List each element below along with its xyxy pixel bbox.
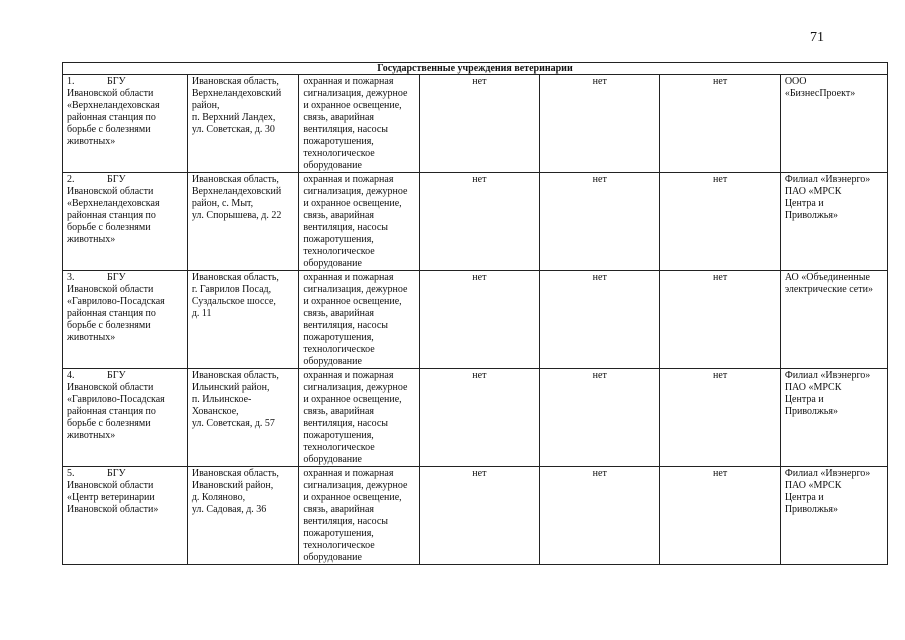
systems-line: оборудование <box>303 258 362 269</box>
systems-line: технологическое <box>303 442 375 453</box>
address-line: Ивановская область, <box>191 468 279 479</box>
systems-line: оборудование <box>303 160 362 171</box>
row-number: 1. <box>67 76 75 87</box>
systems-cell <box>299 75 419 173</box>
systems-line: пожаротушения, <box>303 136 374 147</box>
systems-line: вентиляция, насосы <box>303 124 389 135</box>
institution-name-line: Ивановской области <box>67 382 154 393</box>
address-line: Ивановский район, <box>191 480 274 491</box>
systems-line: и охранное освещение, <box>303 492 402 503</box>
systems-line: вентиляция, насосы <box>303 516 389 527</box>
systems-line: связь, аварийная <box>303 308 375 319</box>
institution-type: БГУ <box>107 468 126 479</box>
institution-name-cell <box>63 271 188 369</box>
institution-name-line: районная станция по <box>67 112 156 123</box>
value-cell: нет <box>419 467 539 565</box>
value-cell: нет <box>660 75 780 173</box>
institution-name-line <box>67 370 183 382</box>
systems-line: технологическое <box>303 246 375 257</box>
systems-line: оборудование <box>303 552 362 563</box>
systems-line: пожаротушения, <box>303 528 374 539</box>
address-line: ул. Садовая, д. 36 <box>191 504 267 515</box>
organization-line: Центра и <box>784 394 824 405</box>
address-cell <box>187 173 298 271</box>
address-line: д. 11 <box>191 308 212 319</box>
institution-name-line: животных» <box>67 430 116 441</box>
address-line: г. Гаврилов Посад, <box>191 284 272 295</box>
organization-line: ПАО «МРСК <box>784 382 842 393</box>
table-row <box>63 271 888 369</box>
institution-name-cell <box>63 369 188 467</box>
table-row <box>63 467 888 565</box>
systems-line: оборудование <box>303 454 362 465</box>
organization-line: «БизнесПроект» <box>784 88 856 99</box>
systems-line: сигнализация, дежурное <box>303 284 408 295</box>
address-line: район, с. Мыт, <box>191 198 254 209</box>
institution-name-line: животных» <box>67 136 116 147</box>
address-line: Ивановская область, <box>191 272 279 283</box>
systems-line: технологическое <box>303 148 375 159</box>
address-cell <box>187 75 298 173</box>
institution-name-line: борьбе с болезнями <box>67 320 151 331</box>
address-line: д. Коляново, <box>191 492 246 503</box>
institution-name-line <box>67 272 183 284</box>
row-number: 4. <box>67 370 75 381</box>
systems-line: сигнализация, дежурное <box>303 480 408 491</box>
institution-name-line: «Гаврилово-Посадская <box>67 296 165 307</box>
systems-line: охранная и пожарная <box>303 370 394 381</box>
value-cell: нет <box>419 173 539 271</box>
institution-name-line: Ивановской области <box>67 186 154 197</box>
systems-cell <box>299 467 419 565</box>
organization-line: Филиал «Ивэнерго» <box>784 370 871 381</box>
systems-line: вентиляция, насосы <box>303 320 389 331</box>
institution-name-line: животных» <box>67 332 116 343</box>
systems-line: сигнализация, дежурное <box>303 88 408 99</box>
institution-name-line: Ивановской области <box>67 480 154 491</box>
organization-cell <box>780 369 887 467</box>
organization-cell <box>780 467 887 565</box>
systems-line: связь, аварийная <box>303 210 375 221</box>
institution-name-line: районная станция по <box>67 308 156 319</box>
value-cell: нет <box>660 271 780 369</box>
systems-line: пожаротушения, <box>303 332 374 343</box>
organization-line: Центра и <box>784 492 824 503</box>
address-line: Верхнеландеховский <box>191 186 282 197</box>
table-row <box>63 369 888 467</box>
address-line: ул. Спорышева, д. 22 <box>191 210 282 221</box>
institution-name-line: Ивановской области <box>67 88 154 99</box>
value-cell: нет <box>660 369 780 467</box>
row-number: 5. <box>67 468 75 479</box>
veterinary-institutions-table <box>62 62 888 565</box>
address-line: Ильинский район, <box>191 382 270 393</box>
value-cell: нет <box>419 369 539 467</box>
systems-line: охранная и пожарная <box>303 76 394 87</box>
systems-line: и охранное освещение, <box>303 394 402 405</box>
value-cell: нет <box>419 271 539 369</box>
page-number: 71 <box>810 30 824 45</box>
organization-line: Филиал «Ивэнерго» <box>784 174 871 185</box>
row-number: 2. <box>67 174 75 185</box>
address-cell <box>187 467 298 565</box>
institution-name-line: борьбе с болезнями <box>67 222 151 233</box>
value-cell: нет <box>660 467 780 565</box>
systems-line: и охранное освещение, <box>303 296 402 307</box>
address-line: Ивановская область, <box>191 370 279 381</box>
organization-line: ПАО «МРСК <box>784 186 842 197</box>
institution-type: БГУ <box>107 370 126 381</box>
address-line: Суздальское шоссе, <box>191 296 276 307</box>
organization-line: АО «Объединенные <box>784 272 870 283</box>
address-line: Ивановская область, <box>191 76 279 87</box>
address-line: район, <box>191 100 220 111</box>
systems-line: охранная и пожарная <box>303 272 394 283</box>
systems-line: связь, аварийная <box>303 406 375 417</box>
systems-line: и охранное освещение, <box>303 198 402 209</box>
organization-cell <box>780 75 887 173</box>
institution-name-line: Ивановской области <box>67 284 154 295</box>
value-cell: нет <box>540 467 660 565</box>
institution-type: БГУ <box>107 76 126 87</box>
organization-line: Приволжья» <box>784 210 838 221</box>
organization-cell <box>780 271 887 369</box>
systems-line: вентиляция, насосы <box>303 418 389 429</box>
institution-name-line: «Гаврилово-Посадская <box>67 394 165 405</box>
systems-line: технологическое <box>303 540 375 551</box>
systems-line: сигнализация, дежурное <box>303 382 408 393</box>
systems-line: пожаротушения, <box>303 234 374 245</box>
institution-name-line: «Верхнеландеховская <box>67 198 160 209</box>
organization-line: ООО <box>784 76 807 87</box>
systems-line: связь, аварийная <box>303 504 375 515</box>
systems-line: и охранное освещение, <box>303 100 402 111</box>
address-line: ул. Советская, д. 30 <box>191 124 275 135</box>
organization-line: ПАО «МРСК <box>784 480 842 491</box>
institution-name-line: «Верхнеландеховская <box>67 100 160 111</box>
address-line: п. Ильинское- <box>191 394 252 405</box>
address-cell <box>187 271 298 369</box>
systems-line: оборудование <box>303 356 362 367</box>
systems-line: связь, аварийная <box>303 112 375 123</box>
institution-name-line <box>67 468 183 480</box>
address-line: Хованское, <box>191 406 239 417</box>
organization-cell <box>780 173 887 271</box>
organization-line: Центра и <box>784 198 824 209</box>
institution-name-line: борьбе с болезнями <box>67 124 151 135</box>
institution-name-line: животных» <box>67 234 116 245</box>
organization-line: электрические сети» <box>784 284 873 295</box>
systems-line: охранная и пожарная <box>303 174 394 185</box>
organization-line: Приволжья» <box>784 406 838 417</box>
institution-name-line: борьбе с болезнями <box>67 418 151 429</box>
systems-cell <box>299 173 419 271</box>
section-title: Государственные учреждения ветеринарии <box>63 63 888 75</box>
row-number: 3. <box>67 272 75 283</box>
institution-name-line: «Центр ветеринарии <box>67 492 155 503</box>
address-cell <box>187 369 298 467</box>
systems-line: сигнализация, дежурное <box>303 186 408 197</box>
value-cell: нет <box>540 75 660 173</box>
organization-line: Приволжья» <box>784 504 838 515</box>
address-line: п. Верхний Ландех, <box>191 112 276 123</box>
institution-name-line <box>67 76 183 88</box>
value-cell: нет <box>540 369 660 467</box>
value-cell: нет <box>660 173 780 271</box>
systems-cell <box>299 271 419 369</box>
institution-name-cell <box>63 75 188 173</box>
institution-name-line: районная станция по <box>67 406 156 417</box>
value-cell: нет <box>540 271 660 369</box>
systems-line: пожаротушения, <box>303 430 374 441</box>
systems-line: технологическое <box>303 344 375 355</box>
systems-line: вентиляция, насосы <box>303 222 389 233</box>
institution-name-cell <box>63 173 188 271</box>
organization-line: Филиал «Ивэнерго» <box>784 468 871 479</box>
address-line: Ивановская область, <box>191 174 279 185</box>
systems-line: охранная и пожарная <box>303 468 394 479</box>
institution-name-line: Ивановской области» <box>67 504 159 515</box>
institution-name-line <box>67 174 183 186</box>
systems-cell <box>299 369 419 467</box>
value-cell: нет <box>419 75 539 173</box>
address-line: ул. Советская, д. 57 <box>191 418 275 429</box>
institution-name-line: районная станция по <box>67 210 156 221</box>
institution-type: БГУ <box>107 272 126 283</box>
value-cell: нет <box>540 173 660 271</box>
table-row <box>63 173 888 271</box>
institution-name-cell <box>63 467 188 565</box>
table-row <box>63 75 888 173</box>
institution-type: БГУ <box>107 174 126 185</box>
address-line: Верхнеландеховский <box>191 88 282 99</box>
